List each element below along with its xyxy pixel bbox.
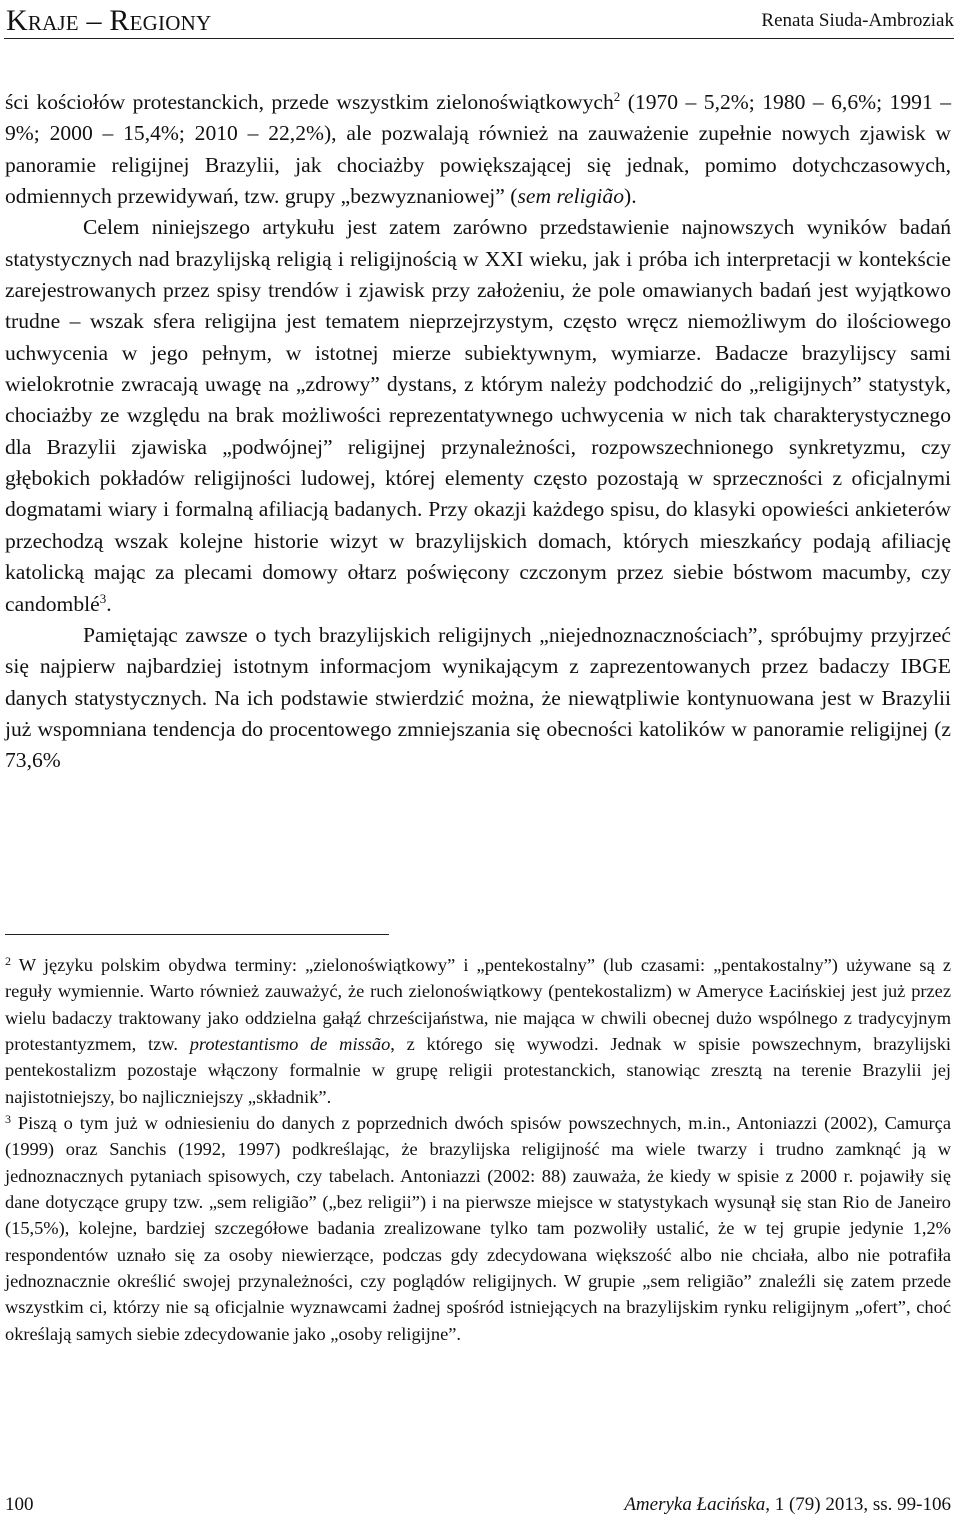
- footnote-2-number: 2: [5, 954, 11, 968]
- footnote-3-number: 3: [5, 1112, 11, 1127]
- body-text: [5, 87, 951, 777]
- paragraph-1-text-a: ści kościołów protestanckich, przede wszystkim zielonoświątkowych: [5, 90, 614, 114]
- footnote-2-text-b: , z którego się wywodzi. Jednak w spisie powszechnym, brazylijski pentekostalizm pozostaje włączony formalnie w grupę religii protestanckich, stanowiąc zresztą na terenie Brazylii jej najistotniejszy, bo najliczniejszy „składnik”.: [5, 1034, 951, 1107]
- paragraph-2-text-a: Celem niniejszego artykułu jest zatem zarówno przedstawienie najnowszych wyników badań statystycznych nad brazylijską religią i religijnością w XXI wieku, jak i próba ich interpretacji w kontekście zarejestrowanych przez spisy trendów i zjawisk przy założeniu, że pole omawianych badań jest wyjątkowo trudne – wszak sfera religijna jest tematem nieprzejrzystym, często wręcz niemożliwym do ilościowego uchwycenia w jego pełnym, w istotnej mierze subiektywnym, wymiarze. Badacze brazylijscy sami wielokrotnie zwracają uwagę na „zdrowy” dystans, z którym należy podchodzić do „religijnych” statystyk, chociażby ze względu na brak możliwości reprezentatywnego uchwycenia w nich tak charakterystycznego dla Brazylii zjawiska „podwójnej” religijnej przynależności, rozpowszechnionego synkretyzmu, czy głębokich pokładów religijności ludowej, której elementy często pozostają w sprzeczności z oficjalnymi dogmatami wiary i formalną afiliacją badanych. Przy okazji każdego spisu, do klasyki opowieści ankieterów przechodzą wszak kolejne historie wizyt w brazylijskich domach, których mieszkańcy podają afiliację katolicką mając za plecami domowy ołtarz poświęcony czczonym przez siebie bóstwom macumby, czy candomblé: [5, 215, 951, 616]
- footnote-2-text-a: W języku polskim obydwa terminy: „zielonoświątkowy” i „pentekostalny” (lub czasami: „pentakostalny”) używane są z reguły wymiennie. Warto również zauważyć, że ruch zielonoświątkowy (pentekostalizm) w Ameryce Łacińskiej jest już przez wielu badaczy traktowany jako oddzielna gałąź chrześcijaństwa, nie mająca w chwili obecnej dużo wspólnego z tradycyjnym protestantyzmem, tzw.: [5, 955, 951, 1055]
- paragraph-1-text-c: ).: [624, 184, 637, 209]
- footnote-2-italic: protestantismo de missão: [189, 1034, 391, 1055]
- paragraph-2-text-b: .: [106, 591, 112, 616]
- journal-issue: , 1 (79) 2013, ss. 99-106: [765, 1494, 951, 1515]
- running-header: [4, 2, 954, 39]
- paragraph-3: Pamiętając zawsze o tych brazylijskich religijnych „niejednoznacznościach”, spróbujmy przyjrzeć się najpierw najbardziej istotnym informacjom wynikającym z zaprezentowanych przez badaczy IBGE danych statystycznych. Na ich podstawie stwierdzić można, że niewątpliwie kontynuowana jest w Brazylii już wspomniana tendencja do procentowego zmniejszania się obecności katolików w panoramie religijnej (z 73,6%: [5, 622, 951, 773]
- paragraph-1-italic: sem religião: [517, 184, 625, 209]
- paragraph-2: [5, 212, 951, 619]
- footnote-3-text: Piszą o tym już w odniesieniu do danych z poprzednich dwóch spisów powszechnych, m.in., Antoniazzi (2002), Camurça (1999) oraz Sanchis (1992, 1997) podkreślając, że brazylijska religijność ma wiele twarzy i trudno zamknąć ją w jednoznacznych pytaniach spisowych, czy tabelach. Antoniazzi (2002: 88) zauważa, że kiedy w spisie z 2000 r. pojawiły się dane dotyczące grupy tzw. „sem religião” („bez religii”) i na pierwsze miejsce w statystykach wysunął się stan Rio de Janeiro (15,5%), kolejne, bardziej szczegółowe badania zrealizowane tylko tam pozwoliły ustalić, że w tej grupie jedynie 1,2% respondentów uznało się za osoby niewierzące, podczas gdy zdecydowana większość albo nie chciała, albo nie potrafiła jednoznacznie określić swojej przynależności, czy poglądów religijnych. W grupie „sem religião” znaleźli się zatem przede wszystkim ci, którzy nie są oficjalnie wyznawcami żadnej spośród istniejących na brazylijskim rynku religijnym „ofert”, choć określają samych siebie zdecydowanie jako „osoby religijne”.: [5, 1113, 951, 1344]
- author-name: Renata Siuda-Ambroziak: [761, 10, 954, 31]
- page-footer: [5, 1494, 951, 1520]
- section-title: Kraje – Regiony: [6, 4, 212, 37]
- footnote-separator: [5, 934, 389, 935]
- footnote-ref-3[interactable]: 3: [99, 590, 107, 606]
- page-number: 100: [5, 1494, 34, 1515]
- paragraph-1: [5, 87, 951, 212]
- footnotes: [5, 952, 951, 1347]
- journal-citation: [624, 1494, 951, 1516]
- footnote-ref-2[interactable]: 2: [613, 89, 621, 104]
- journal-title: Ameryka Łacińska: [624, 1494, 766, 1515]
- footnote-2: [5, 952, 951, 1110]
- paragraph-1-text-b: (1970 – 5,2%; 1980 – 6,6%; 1991 – 9%; 2000 – 15,4%; 2010 – 22,2%), ale pozwalają również na zauważenie zupełnie nowych zjawisk w panoramie religijnej Brazylii, jak chociażby powiększającej się jednak, pomimo dotychczasowych, odmiennych przewidywań, tzw. grupy „bezwyznaniowej” (: [5, 90, 951, 209]
- footnote-3: [5, 1110, 951, 1347]
